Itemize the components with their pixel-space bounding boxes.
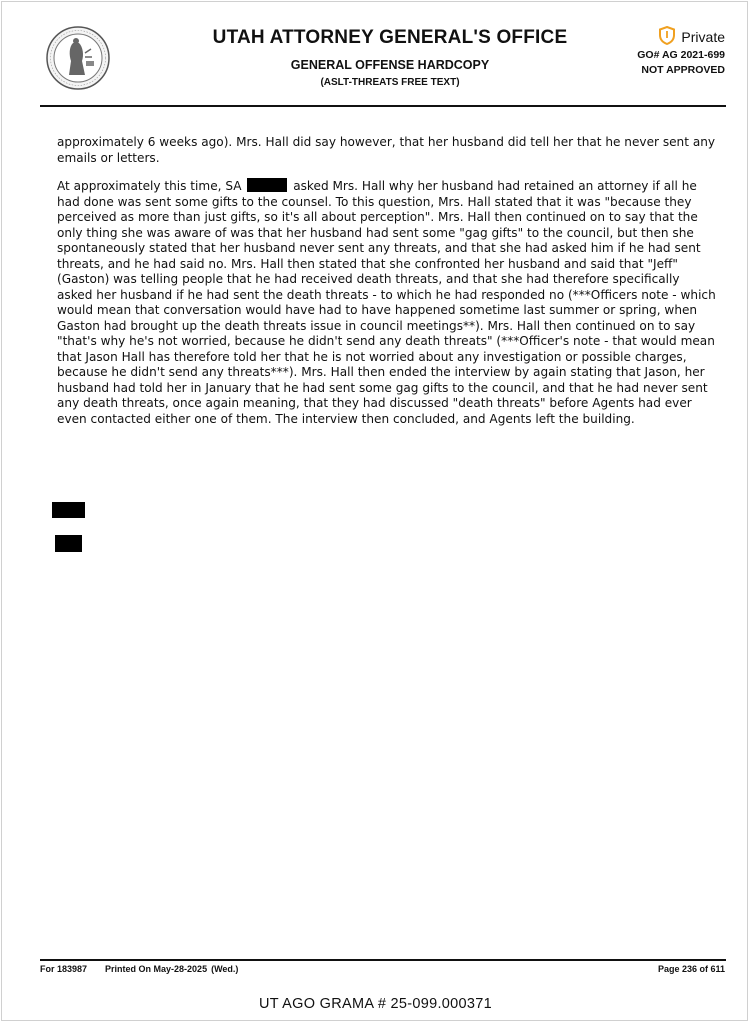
footer-print-info	[40, 964, 256, 974]
approval-status: NOT APPROVED	[641, 64, 725, 76]
paragraph-2	[57, 178, 717, 427]
redaction-block-1	[52, 502, 85, 518]
header-divider	[40, 105, 726, 107]
paragraph-2-start: At approximately this time, SA	[57, 179, 242, 193]
footer-for-id: For 183987	[40, 964, 88, 974]
redaction-block-2	[55, 535, 82, 552]
document-header	[200, 27, 580, 88]
go-number: GO# AG 2021-699	[637, 49, 725, 61]
paragraph-2-rest: asked Mrs. Hall why her husband had retained an attorney if all he had done was sent some gifts to the counsel. To this question, Mrs. Hall stated that it was "because they perceived as more than just gifts, so it's all about perception". Mrs. Hall then continued on to say that the only thing she was aware of was that her husband had sent some "gag gifts" to the council, but then she spontaneously stated that her husband never sent any threats, and that she had asked him if he had sent threats, and he had said no. Mrs. Hall then stated that she confronted her husband and said that "Jeff" (Gaston) was telling people that he had received death threats, and that she had therefore specifically asked her husband if he had sent the death threats - to which he had responded no (***Officers note - which would mean that conversation would have had to have happened sometime last summer or spring, when Gaston had brought up the death threats issue in council meetings**). Mrs. Hall then continued on to say "that's why he's not worried, because he didn't send any death threats" (***Officer's note - that would mean that Jason Hall has therefore told her that he is not worried about any investigation or possible charges, because he didn't send any threats***). Mrs. Hall then ended the interview by again stating that Jason, her husband had told her in January that he had sent some gag gifts to the council, and that he had never sent any death threats, once again meaning, that they had discussed "death threats" before Agents had ever even contacted either one of them. The interview then concluded, and Agents left the building.	[57, 179, 716, 426]
footer-printed-on: Printed On May-28-2025	[105, 964, 208, 974]
document-type: GENERAL OFFENSE HARDCOPY	[290, 58, 490, 72]
footer-divider	[40, 959, 726, 961]
privacy-row	[637, 26, 725, 48]
classification-block	[637, 26, 725, 76]
agency-title: UTAH ATTORNEY GENERAL'S OFFICE	[212, 27, 568, 48]
state-seal-icon	[45, 25, 111, 91]
grama-number: UT AGO GRAMA # 25-099.000371	[258, 996, 492, 1012]
footer-weekday: (Wed.)	[211, 964, 239, 974]
redaction-box	[247, 178, 287, 192]
privacy-label: Private	[681, 29, 725, 45]
paragraph-1: approximately 6 weeks ago). Mrs. Hall did say however, that her husband did tell her that he never sent any emails or letters.	[57, 135, 716, 165]
shield-icon	[659, 26, 675, 48]
footer-page-number: Page 236 of 611	[657, 964, 725, 974]
narrative-text	[57, 135, 717, 439]
document-subtype: (ASLT-THREATS FREE TEXT)	[320, 77, 460, 88]
